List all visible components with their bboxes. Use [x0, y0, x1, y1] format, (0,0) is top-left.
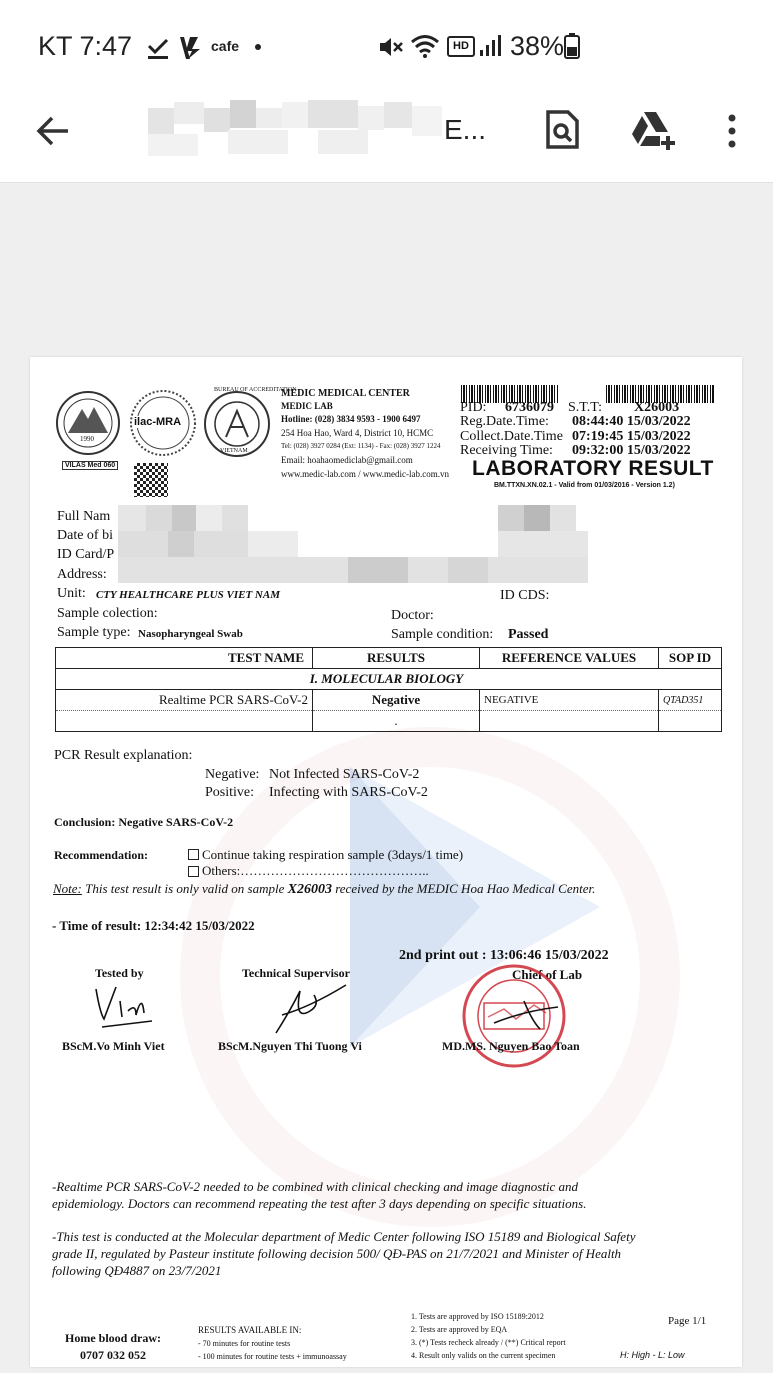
table-header-row	[56, 648, 722, 669]
table-row	[56, 690, 722, 711]
status-time: KT 7:47	[38, 31, 133, 61]
full-name-label: Full Nam	[57, 509, 111, 524]
recommendation-2: Others:……………………………………..	[202, 863, 429, 878]
note-suffix: received by the MEDIC Hoa Hao Medical Center.	[335, 881, 596, 896]
unit-value: CTY HEALTHCARE PLUS VIET NAM	[96, 589, 280, 601]
email: Email: hoahaomediclab@gmail.com	[281, 455, 413, 465]
accreditation-label: BUREAU OF ACCREDITATION	[214, 387, 297, 393]
sample-type-value: Nasopharyngeal Swab	[138, 628, 243, 640]
second-print-out: 2nd print out : 13:06:46 15/03/2022	[399, 948, 609, 963]
chief-title: Chief of Lab	[512, 967, 583, 982]
recommendation-checkbox-1	[188, 849, 199, 860]
home-blood-phone: 0707 032 052	[80, 1348, 146, 1362]
collect-value: 07:19:45 15/03/2022	[572, 429, 691, 444]
cell-test: Realtime PCR SARS-CoV-2	[56, 690, 313, 711]
notification-dot	[255, 44, 261, 50]
mute-icon	[378, 35, 404, 59]
battery-percent: 38%	[510, 31, 565, 61]
results-table	[55, 647, 722, 732]
center-name: MEDIC MEDICAL CENTER	[281, 388, 410, 399]
footer-note-3: 3. (*) Tests recheck already / (**) Critical report	[411, 1338, 566, 1347]
header-results: RESULTS	[313, 648, 480, 669]
add-to-drive-icon[interactable]	[630, 110, 676, 150]
receive-label: Receiving Time:	[460, 443, 553, 458]
reg-value: 08:44:40 15/03/2022	[572, 414, 691, 429]
app-bar	[0, 92, 773, 183]
address-label: Address:	[57, 567, 107, 582]
qr-code	[134, 463, 168, 497]
id-cds-label: ID CDS:	[500, 588, 550, 603]
redacted-patient-info	[118, 505, 588, 583]
vilas-label: VILAS Med 060	[62, 461, 118, 470]
dob-label: Date of bi	[57, 528, 113, 543]
note-prefix: Note:	[53, 881, 82, 896]
tel-fax: Tel: (028) 3927 0284 (Ext: 1134) - Fax: (028) 3927 1224	[281, 442, 441, 450]
status-bar	[0, 0, 773, 92]
vietnam-label: VIETNAM	[220, 448, 248, 454]
header-test-name: TEST NAME	[56, 648, 313, 669]
battery-icon	[564, 33, 580, 59]
logo-year: 1990	[80, 435, 94, 443]
address: 254 Hoa Hao, Ward 4, District 10, HCMC	[281, 428, 434, 438]
hd-badge: HD	[447, 36, 475, 57]
hotline: Hotline: (028) 3834 9593 - 1900 6497	[281, 414, 421, 424]
header-reference: REFERENCE VALUES	[480, 648, 659, 669]
sample-collection-label: Sample colection:	[57, 606, 158, 621]
app-notification-icon	[178, 35, 206, 61]
website: www.medic-lab.com / www.medic-lab.com.vn	[281, 469, 450, 479]
stt-label: S.T.T:	[568, 400, 603, 415]
tested-by-name: BScM.Vo Minh Viet	[62, 1039, 165, 1053]
positive-label: Positive:	[205, 785, 255, 800]
cell-reference: NEGATIVE	[480, 690, 659, 711]
id-card-label: ID Card/P	[57, 547, 115, 562]
chief-name: MD.MS. Nguyen Bao Toan	[442, 1039, 580, 1053]
pid-value: 6736079	[505, 400, 554, 415]
sample-condition-label: Sample condition:	[391, 627, 494, 642]
footer-note-2: 2. Tests are approved by EQA	[411, 1325, 508, 1334]
results-available-title: RESULTS AVAILABLE IN:	[198, 1325, 302, 1335]
redacted-filename	[128, 100, 444, 158]
medic-logo	[54, 389, 122, 469]
results-available-1: - 70 minutes for routine tests	[198, 1339, 291, 1348]
lab-name: MEDIC LAB	[281, 401, 333, 411]
cell-dot: .	[313, 711, 480, 732]
find-in-page-icon[interactable]	[544, 110, 580, 150]
tested-by-title: Tested by	[95, 966, 144, 980]
cell-result: Negative	[313, 690, 480, 711]
document-title-lab-result: LABORATORY RESULT	[472, 457, 714, 480]
time-of-result: - Time of result: 12:34:42 15/03/2022	[52, 918, 255, 933]
header-sop-id: SOP ID	[659, 648, 722, 669]
form-code: BM.TTXN.XN.02.1 - Valid from 01/03/2016 - Version 1.2)	[494, 482, 675, 489]
sample-type-label: Sample type:	[57, 625, 131, 640]
page-number: Page 1/1	[668, 1315, 707, 1327]
doctor-label: Doctor:	[391, 608, 434, 623]
unit-label: Unit:	[57, 586, 86, 601]
negative-text: Not Infected SARS-CoV-2	[269, 767, 420, 782]
footnote-2b: grade II, regulated by Pasteur institute following decision 500/ QĐ-PAS on 21/7/2021 and Minister of Health	[52, 1246, 622, 1261]
negative-label: Negative:	[205, 767, 260, 782]
supervisor-signature	[270, 981, 350, 1037]
tested-by-signature	[92, 983, 162, 1029]
cell-sop: QTAD351	[659, 690, 722, 711]
reg-label: Reg.Date.Time:	[460, 414, 549, 429]
document-title: E...	[444, 114, 487, 145]
positive-text: Infecting with SARS-CoV-2	[269, 785, 428, 800]
signal-icon	[478, 34, 502, 58]
supervisor-name: BScM.Nguyen Thi Tuong Vi	[218, 1039, 362, 1053]
footnote-1a: -Realtime PCR SARS-CoV-2 needed to be combined with clinical checking and image diagnostic and	[52, 1179, 579, 1194]
stt-value: X26003	[634, 400, 680, 415]
supervisor-title: Technical Supervisor	[242, 966, 350, 980]
footnote-2a: -This test is conducted at the Molecular department of Medic Center following ISO 15189 and Biological Safety	[52, 1229, 636, 1244]
note-sample: X26003	[287, 882, 332, 897]
collect-label: Collect.Date.Time	[460, 429, 563, 444]
lab-stamp-seal	[454, 961, 576, 1071]
download-done-icon	[146, 37, 170, 61]
notification-label: cafe	[211, 38, 240, 54]
table-section-row	[56, 669, 722, 690]
footnote-1b: epidemiology. Doctors can recommend repeating the test after 3 days depending on specific situations.	[52, 1196, 587, 1211]
results-available-2: - 100 minutes for routine tests + immunoassay	[198, 1352, 347, 1361]
recommendation-label: Recommendation:	[54, 848, 148, 862]
receive-value: 09:32:00 15/03/2022	[572, 443, 691, 458]
recommendation-1: Continue taking respiration sample (3days/1 time)	[202, 847, 464, 862]
home-blood-draw: Home blood draw:	[65, 1331, 161, 1345]
table-row-empty	[56, 711, 722, 732]
footer-note-4: 4. Result only valids on the current specimen	[411, 1351, 556, 1360]
conclusion: Conclusion: Negative SARS-CoV-2	[54, 815, 234, 829]
pdf-page[interactable]	[30, 357, 742, 1367]
high-low-legend: H: High - L: Low	[620, 1350, 685, 1360]
footnote-2c: following QĐ4887 on 23/7/2021	[52, 1263, 222, 1278]
ilac-label: ilac-MRA	[134, 416, 182, 428]
sample-condition-value: Passed	[508, 627, 549, 642]
pid-label: PID:	[460, 400, 487, 415]
more-options-icon[interactable]	[722, 112, 742, 150]
explanation-title: PCR Result explanation:	[54, 748, 193, 763]
section-molecular-biology: I. MOLECULAR BIOLOGY	[56, 669, 722, 690]
wifi-icon	[410, 33, 440, 59]
footer-note-1: 1. Tests are approved by ISO 15189:2012	[411, 1312, 544, 1321]
note-text: This test result is only valid on sample	[85, 881, 285, 896]
note-line	[53, 881, 595, 898]
recommendation-checkbox-2	[188, 866, 199, 877]
back-arrow-icon[interactable]	[34, 112, 72, 150]
